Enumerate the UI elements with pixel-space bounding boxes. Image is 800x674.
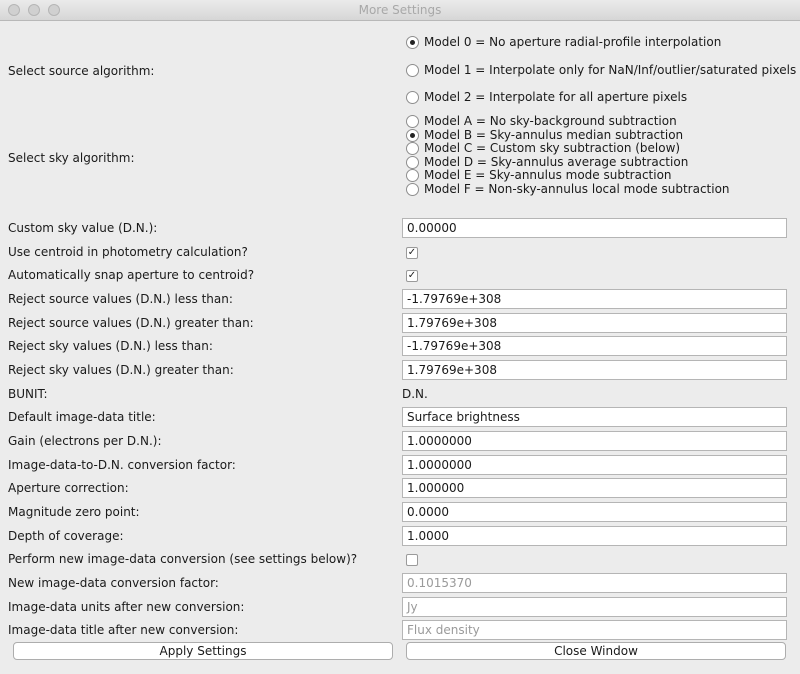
bunit-label: BUNIT: <box>8 387 48 401</box>
aperture-correction-input[interactable]: 1.000000 <box>402 478 787 498</box>
conversion-factor-input[interactable]: 1.0000000 <box>402 455 787 475</box>
reject-source-greater-input[interactable]: 1.79769e+308 <box>402 313 787 333</box>
reject-sky-greater-input[interactable]: 1.79769e+308 <box>402 360 787 380</box>
radio-icon[interactable] <box>406 64 419 77</box>
sky-model-a-option[interactable]: Model A = No sky-background subtraction <box>406 114 677 128</box>
sky-model-d-option[interactable]: Model D = Sky-annulus average subtraction <box>406 155 688 169</box>
radio-icon[interactable] <box>406 142 419 155</box>
new-title-label: Image-data title after new conversion: <box>8 623 239 637</box>
source-model-2-option[interactable]: Model 2 = Interpolate for all aperture pixels <box>406 90 687 104</box>
custom-sky-label: Custom sky value (D.N.): <box>8 221 158 235</box>
depth-label: Depth of coverage: <box>8 529 124 543</box>
depth-input[interactable]: 1.0000 <box>402 526 787 546</box>
sky-model-b-option[interactable]: Model B = Sky-annulus median subtraction <box>406 128 683 142</box>
default-title-input[interactable]: Surface brightness <box>402 407 787 427</box>
radio-selected-icon[interactable] <box>406 129 419 142</box>
radio-selected-icon[interactable] <box>406 36 419 49</box>
gain-label: Gain (electrons per D.N.): <box>8 434 162 448</box>
reject-sky-less-input[interactable]: -1.79769e+308 <box>402 336 787 356</box>
aperture-correction-label: Aperture correction: <box>8 481 129 495</box>
default-title-label: Default image-data title: <box>8 410 156 424</box>
new-title-input[interactable]: Flux density <box>402 620 787 640</box>
perform-conversion-checkbox[interactable] <box>406 554 418 566</box>
bunit-value: D.N. <box>402 387 428 401</box>
sky-algorithm-label: Select sky algorithm: <box>8 151 135 165</box>
reject-source-greater-label: Reject source values (D.N.) greater than: <box>8 316 254 330</box>
gain-input[interactable]: 1.0000000 <box>402 431 787 451</box>
sky-model-f-option[interactable]: Model F = Non-sky-annulus local mode subtraction <box>406 182 730 196</box>
radio-icon[interactable] <box>406 115 419 128</box>
conversion-factor-label: Image-data-to-D.N. conversion factor: <box>8 458 236 472</box>
radio-icon[interactable] <box>406 91 419 104</box>
radio-icon[interactable] <box>406 156 419 169</box>
reject-sky-greater-label: Reject sky values (D.N.) greater than: <box>8 363 234 377</box>
sky-model-e-option[interactable]: Model E = Sky-annulus mode subtraction <box>406 168 672 182</box>
radio-icon[interactable] <box>406 169 419 182</box>
window-title: More Settings <box>358 3 442 17</box>
perform-conversion-label: Perform new image-data conversion (see settings below)? <box>8 552 358 566</box>
zero-point-input[interactable]: 0.0000 <box>402 502 787 522</box>
zero-point-label: Magnitude zero point: <box>8 505 140 519</box>
custom-sky-input[interactable]: 0.00000 <box>402 218 787 238</box>
new-factor-label: New image-data conversion factor: <box>8 576 219 590</box>
source-model-0-option[interactable]: Model 0 = No aperture radial-profile interpolation <box>406 35 721 49</box>
close-window-button[interactable]: Close Window <box>406 642 786 660</box>
reject-source-less-label: Reject source values (D.N.) less than: <box>8 292 233 306</box>
use-centroid-checkbox[interactable]: ✓ <box>407 247 417 258</box>
reject-sky-less-label: Reject sky values (D.N.) less than: <box>8 339 213 353</box>
new-units-input[interactable]: Jy <box>402 597 787 617</box>
apply-settings-button[interactable]: Apply Settings <box>13 642 393 660</box>
new-factor-input[interactable]: 0.1015370 <box>402 573 787 593</box>
radio-icon[interactable] <box>406 183 419 196</box>
snap-aperture-label: Automatically snap aperture to centroid? <box>8 268 255 282</box>
use-centroid-label: Use centroid in photometry calculation? <box>8 245 248 259</box>
source-algorithm-label: Select source algorithm: <box>8 64 155 78</box>
reject-source-less-input[interactable]: -1.79769e+308 <box>402 289 787 309</box>
sky-model-c-option[interactable]: Model C = Custom sky subtraction (below) <box>406 141 680 155</box>
source-model-1-option[interactable]: Model 1 = Interpolate only for NaN/Inf/outlier/saturated pixels <box>406 63 796 77</box>
new-units-label: Image-data units after new conversion: <box>8 600 245 614</box>
title-bar <box>0 0 800 21</box>
snap-aperture-checkbox[interactable]: ✓ <box>407 270 417 281</box>
